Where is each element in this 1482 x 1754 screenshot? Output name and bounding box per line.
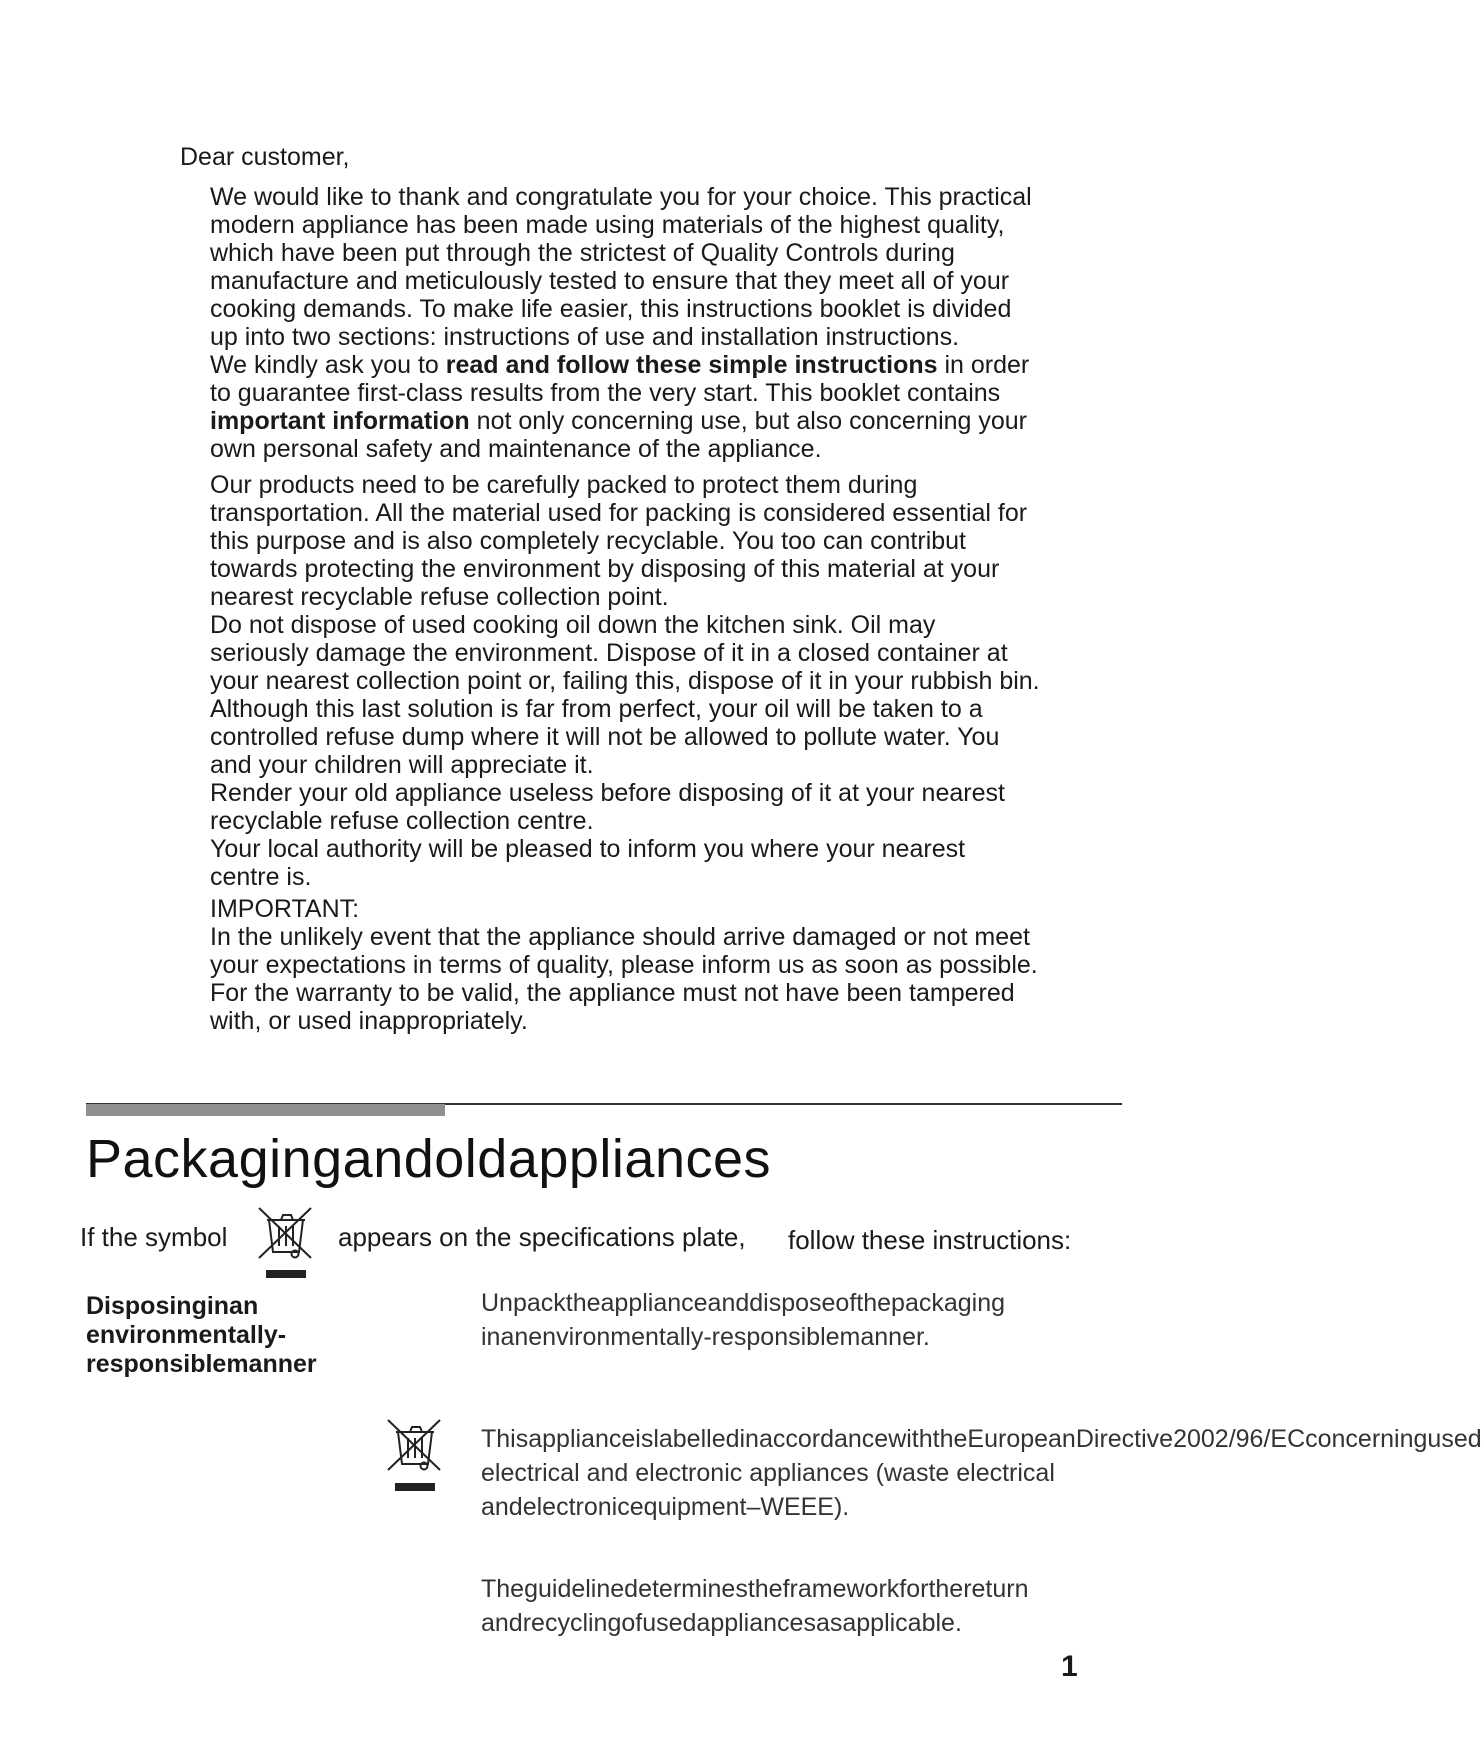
letter-text: in order to guarantee first-class results from the very start. This booklet contains — [210, 351, 1030, 407]
symbol-middle-text: appears on the specifications plate, — [338, 1222, 746, 1252]
letter-paragraph-oil: Do not dispose of used cooking oil down the kitchen sink. Oil may seriously damage the environment. Dispose of it in a closed container at your nearest collection point or, failing this, dispose of it in your rubbish bin. Although this last solution is far from perfect, your oil will be taken to a controlled refuse dump where it will not be allowed to pollute water. You and your children will appreciate it. — [210, 611, 1040, 779]
letter-paragraph-render: Render your old appliance useless before disposing of it at your nearest recyclable refuse collection centre. — [210, 779, 1005, 835]
letter-paragraph-intro: We would like to thank and congratulate you for your choice. This practical modern appliance has been made using materials of the highest quality, which have been put through the strictest of Quality Controls during manufacture and meticulously tested to ensure that they meet all of your cooking demands. To make life easier, this instructions booklet is divided up into two sections: instructions of use and installation instructions. — [210, 183, 1032, 351]
letter-body — [210, 183, 1040, 1035]
crossed-out-wheelie-bin-icon — [255, 1206, 317, 1280]
letter-paragraph-warranty: In the unlikely event that the appliance should arrive damaged or not meet your expectations in terms of quality, please inform us as soon as possible. For the warranty to be valid, the appliance must not have been tampered with, or used inappropriately. — [210, 923, 1038, 1035]
symbol-prefix: If the symbol — [80, 1222, 228, 1252]
packaging-paragraph: Unpacktheapplianceanddisposeofthepackaging inanenvironmentally-responsiblemanner. — [481, 1289, 1006, 1351]
weee-bin-icon — [384, 1418, 446, 1493]
guideline-paragraph: Theguidelinedeterminestheframeworkforthereturn andrecyclingofusedappliancesasapplicable. — [481, 1575, 1029, 1637]
symbol-suffix-text: follow these instructions: — [788, 1225, 1072, 1255]
important-label: IMPORTANT: — [210, 895, 360, 923]
letter-paragraph-instructions — [210, 351, 1040, 463]
letter-paragraph-authority: Your local authority will be pleased to inform you where your nearest centre is. — [210, 835, 966, 891]
letter-emphasis: important information — [210, 407, 470, 435]
side-heading: Disposinginan environmentally-responsiblemanner — [86, 1292, 317, 1378]
section-divider-accent — [86, 1104, 445, 1116]
letter-paragraph-packing: Our products need to be carefully packed to protect them during transportation. All the material used for packing is considered essential for this purpose and is also completely recyclable. You too can contribut towards protecting the environment by disposing of this material at your nearest recyclable refuse collection point. — [210, 471, 1028, 611]
letter-emphasis: read and follow these simple instructions — [445, 351, 938, 379]
letter-greeting: Dear customer, — [180, 143, 350, 171]
letter-text: We kindly ask you to — [210, 351, 446, 379]
letter-text: not only concerning use, but also concerning your own personal safety and maintenance of the appliance. — [210, 407, 1028, 463]
page-number: 1 — [1061, 1650, 1078, 1683]
weee-paragraph: ThisapplianceislabelledinaccordancewiththeEuropeanDirective2002/96/ECconcerningused electrical and electronic appliances (waste electrical andelectronicequipment–WEEE). — [481, 1425, 1482, 1521]
section-title: Packagingandoldappliances — [86, 1129, 772, 1189]
